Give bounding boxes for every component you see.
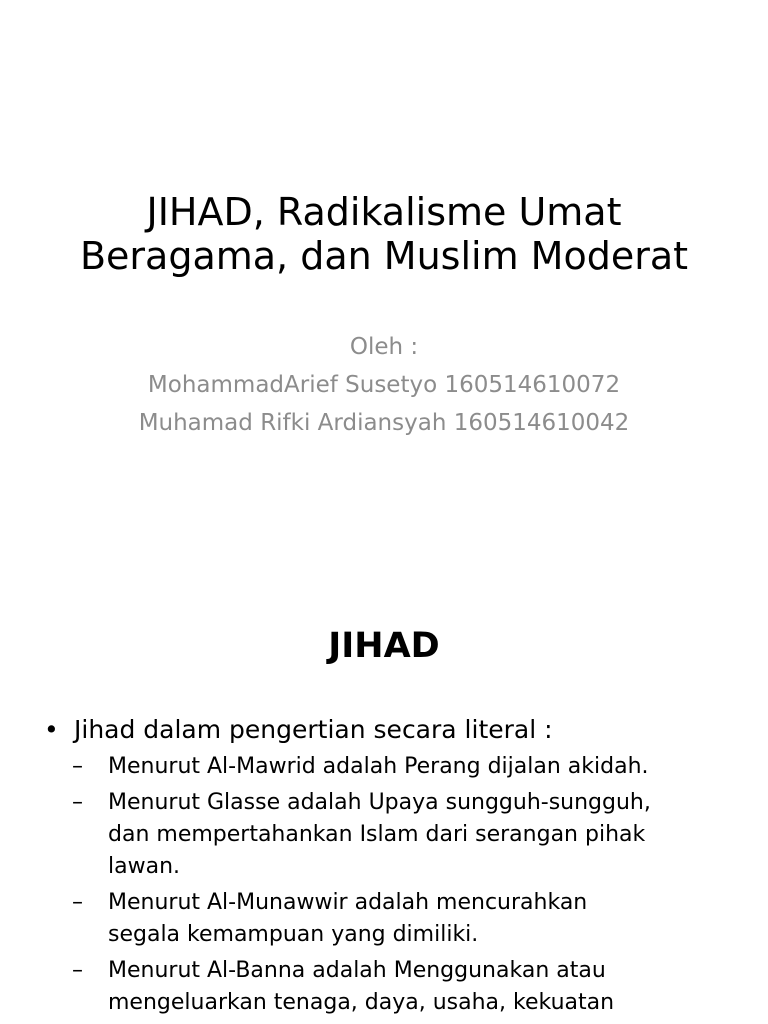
sub-bullet-item: [44, 787, 734, 883]
slide-subtitle: [40, 328, 728, 442]
sub-bullet-text: Menurut Al-Mawrid adalah Perang dijalan akidah.: [108, 754, 649, 779]
sub-bullet-item: [44, 955, 734, 1019]
sub-bullet-text: Menurut Al-Banna adalah Menggunakan atau mengeluarkan tenaga, daya, usaha, kekuatan: [108, 958, 615, 1015]
sub-bullet-text: Menurut Glasse adalah Upaya sungguh-sungguh, dan mempertahankan Islam dari serangan pihak lawan.: [108, 790, 651, 879]
sub-bullet-item: [44, 751, 734, 783]
sub-bullet-list: [44, 751, 734, 1019]
bullet-marker: •: [44, 715, 59, 744]
title-line: Beragama, dan Muslim Moderat: [79, 234, 689, 278]
author-line: Muhamad Rifki Ardiansyah 160514610042: [138, 410, 630, 436]
sub-bullet-marker: –: [72, 754, 83, 779]
slide-body: [44, 713, 734, 1019]
content-slide: [0, 576, 768, 1024]
sub-bullet-marker: –: [72, 790, 83, 815]
title-line: JIHAD, Radikalisme Umat: [146, 190, 622, 234]
sub-bullet-marker: –: [72, 958, 83, 983]
slide-title: JIHAD: [328, 626, 440, 666]
author-line: MohammadArief Susetyo 160514610072: [147, 372, 621, 398]
sub-bullet-marker: –: [72, 890, 83, 915]
subtitle-by-label: Oleh :: [349, 334, 419, 360]
sub-bullet-text: Menurut Al-Munawwir adalah mencurahkan segala kemampuan yang dimiliki.: [108, 890, 588, 947]
sub-bullet-item: [44, 887, 734, 951]
slide-title: [40, 190, 728, 278]
bullet-item: [44, 713, 734, 747]
bullet-text: Jihad dalam pengertian secara literal :: [74, 715, 553, 744]
